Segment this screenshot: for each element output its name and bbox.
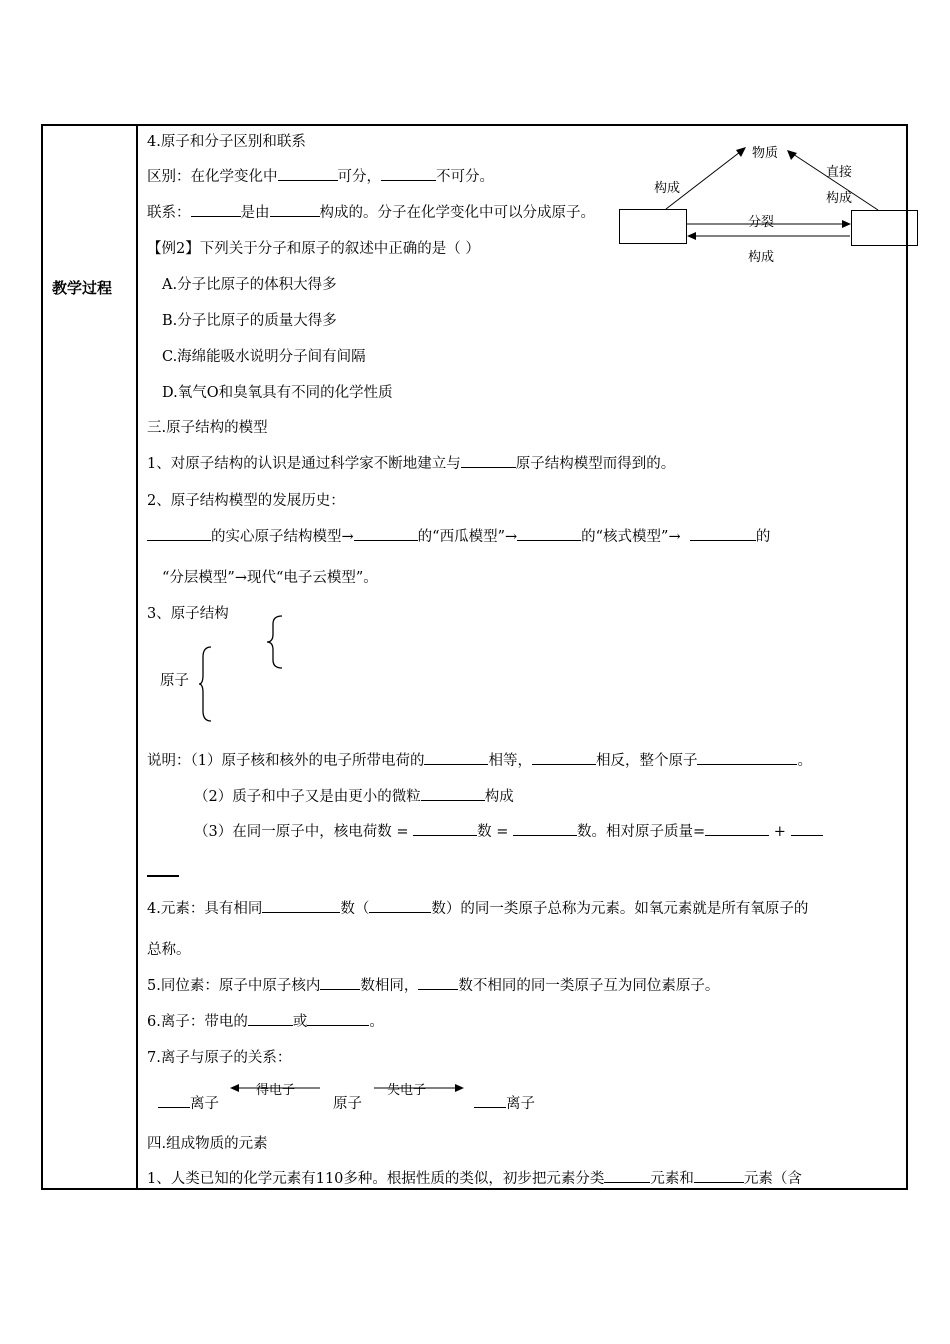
blank[interactable]: [604, 1168, 650, 1183]
lose-electron-label: 失电子: [387, 1083, 427, 1098]
blank[interactable]: [278, 166, 338, 181]
text: 数。相对原子质量=: [576, 824, 706, 840]
heading-atom-molecule: 4.原子和分子区别和联系: [147, 134, 306, 150]
blank[interactable]: [532, 750, 596, 765]
blank[interactable]: [424, 750, 488, 765]
atom-label: 原子: [160, 673, 189, 689]
blank[interactable]: [690, 526, 756, 541]
blank[interactable]: [158, 1093, 190, 1108]
text: 。: [369, 1014, 384, 1030]
blank[interactable]: [697, 750, 797, 765]
diagram-split: 分裂: [748, 215, 775, 230]
atom-structure-heading: 3、原子结构: [147, 606, 229, 622]
text: 构成的。分子在化学变化中可以分成原子。: [319, 205, 595, 221]
blank[interactable]: [369, 898, 431, 913]
text: 4.元素：具有相同: [147, 901, 263, 917]
text: （3）在同一原子中，核电荷数 =: [194, 824, 414, 840]
text: 1、人类已知的化学元素有110多种。根据性质的类似，初步把元素分类: [147, 1171, 605, 1187]
text: 说明：（1）原子核和核外的电子所带电荷的: [147, 753, 425, 769]
text: 不可分。: [436, 169, 494, 185]
blank[interactable]: [461, 453, 516, 468]
text: 可分，: [337, 169, 381, 185]
connection-line: [147, 201, 595, 222]
section4-heading: 四.组成物质的元素: [147, 1136, 268, 1152]
text: 6.离子：带电的: [147, 1014, 248, 1030]
isotope-def: [147, 974, 719, 995]
blank[interactable]: [517, 526, 581, 541]
text: （2）质子和中子又是由更小的微粒: [194, 789, 421, 805]
text: 的: [755, 529, 771, 545]
example2-question: 【例2】下列关于分子和原子的叙述中正确的是（ ）: [147, 241, 480, 257]
blank-continued[interactable]: [147, 875, 179, 877]
element-classify: [147, 1167, 802, 1188]
blank[interactable]: [694, 1168, 744, 1183]
ion-atom-relation-heading: 7.离子与原子的关系：: [147, 1050, 292, 1066]
text: 的“西瓜模型”→: [417, 529, 518, 545]
note1: [147, 749, 812, 770]
text: 相等，: [488, 753, 532, 769]
option-c: C.海绵能吸水说明分子间有间隔: [162, 349, 366, 365]
model-history-line: [147, 525, 770, 546]
text: 是由: [240, 205, 270, 221]
element-def-cont: 总称。: [147, 942, 191, 958]
blank[interactable]: [147, 526, 211, 541]
text: 数（: [340, 901, 370, 917]
blank[interactable]: [262, 898, 340, 913]
diagram-compose-bottom: 构成: [748, 250, 775, 265]
text: 离子: [506, 1096, 535, 1112]
blank[interactable]: [421, 786, 485, 801]
blank[interactable]: [474, 1093, 506, 1108]
blank[interactable]: [248, 1011, 293, 1026]
difference-line: [147, 165, 494, 186]
atom-center: 原子: [333, 1096, 362, 1112]
text: 的实心原子结构模型→: [211, 529, 354, 545]
blank[interactable]: [791, 821, 823, 836]
model-line1: [147, 452, 675, 473]
text: 数相同，: [360, 978, 419, 994]
text: 5.同位素：原子中原子核内: [147, 978, 321, 994]
blank[interactable]: [320, 975, 360, 990]
blank[interactable]: [513, 821, 577, 836]
blank[interactable]: [705, 821, 769, 836]
matter-diagram: [600, 130, 925, 270]
text: 相反，整个原子: [595, 753, 698, 769]
diagram-arrows: [600, 130, 925, 270]
table-bottom: [41, 1188, 908, 1190]
diagram-direct: 直接: [826, 165, 853, 180]
left-brace-large: [198, 645, 214, 723]
element-def: [147, 897, 808, 918]
column-divider: [136, 124, 138, 1190]
text: 或: [292, 1014, 308, 1030]
blank[interactable]: [307, 1011, 369, 1026]
blank[interactable]: [270, 202, 320, 217]
text: 数 =: [477, 824, 513, 840]
text: 数）的同一类原子总称为元素。如氧元素就是所有氧原子的: [431, 901, 809, 917]
ion-right: [474, 1092, 535, 1113]
text: 原子结构模型而得到的。: [515, 456, 676, 472]
text: 数不相同的同一类原子互为同位素原子。: [458, 978, 720, 994]
text: 元素和: [650, 1171, 694, 1187]
blank[interactable]: [354, 526, 418, 541]
option-d: D.氧气O和臭氧具有不同的化学性质: [162, 385, 393, 401]
text: 联系：: [147, 205, 191, 221]
option-a: A.分子比原子的体积大得多: [162, 277, 337, 293]
gain-electron-label: 得电子: [256, 1083, 296, 1098]
blank[interactable]: [413, 821, 477, 836]
section3-heading: 三.原子结构的模型: [147, 420, 268, 436]
text: 构成: [484, 789, 514, 805]
diagram-compose-left: 构成: [654, 181, 681, 196]
text: 区别：在化学变化中: [147, 169, 278, 185]
note3: [194, 820, 823, 841]
text: 1、对原子结构的认识是通过科学家不断地建立与: [147, 456, 461, 472]
diagram-matter: 物质: [752, 146, 779, 161]
gain-arrow: [230, 1082, 322, 1094]
blank[interactable]: [381, 166, 436, 181]
text: 元素（含: [743, 1171, 802, 1187]
blank[interactable]: [418, 975, 458, 990]
left-brace-small: [266, 614, 284, 670]
ion-left: [158, 1092, 219, 1113]
option-b: B.分子比原子的质量大得多: [162, 313, 337, 329]
text: 离子: [190, 1096, 219, 1112]
note2: [194, 785, 514, 806]
blank[interactable]: [191, 202, 241, 217]
diagram-compose-right: 构成: [826, 191, 853, 206]
model-history-heading: 2、原子结构模型的发展历史：: [147, 493, 345, 509]
model-history-cont: “分层模型”→现代“电子云模型”。: [162, 570, 378, 586]
ion-def: [147, 1010, 384, 1031]
text: 。: [797, 753, 812, 769]
lose-arrow: [372, 1082, 464, 1094]
text: +: [769, 824, 791, 840]
section-label: 教学过程: [52, 279, 113, 297]
text: 的“核式模型”→: [581, 529, 681, 545]
